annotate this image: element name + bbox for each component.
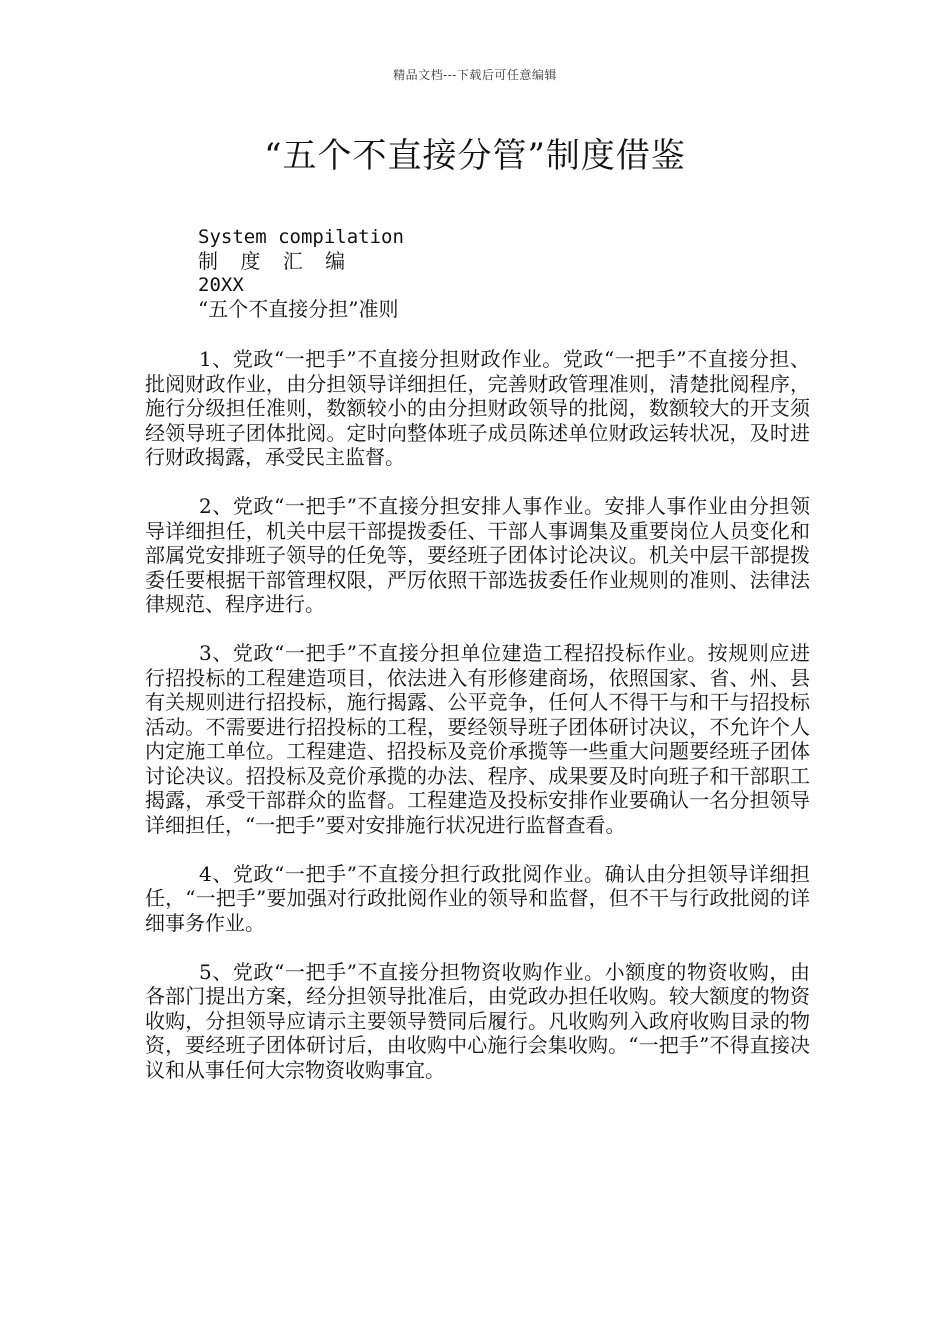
subtitle-english: System compilation [198,226,404,248]
paragraph-1: 1、党政“一把手”不直接分担财政作业。党政“一把手”不直接分担、批阅财政作业，由分担领导详细担任，完善财政管理准则，清楚批阅程序，施行分级担任准则，数额较小的由分担财政领导的批阅，数额较大的开支须经领导班子团体批阅。定时向整体班子成员陈述单位财政运转状况，及时进行财政揭露，承受民主监督。 [145,347,810,469]
subtitle-chinese: 制 度 汇 编 [198,249,354,273]
year-label: 20XX [198,274,244,296]
paragraph-5: 5、党政“一把手”不直接分担物资收购作业。小额度的物资收购，由各部门提出方案，经分担领导批准后，由党政办担任收购。较大额度的物资收购，分担领导应请示主要领导赞同后履行。凡收购列入政府收购目录的物资，要经班子团体研讨后，由收购中心施行会集收购。“一把手”不得直接决议和从事任何大宗物资收购事宜。 [145,959,810,1082]
document-title: “五个不直接分管”制度借鉴 [264,136,686,176]
meta-block [198,225,404,321]
paragraph-2: 2、党政“一把手”不直接分担安排人事作业。安排人事作业由分担领导详细担任，机关中层干部提拨委任、干部人事调集及重要岗位人员变化和部属党安排班子领导的任免等，要经班子团体讨论决议。机关中层干部提拨委任要根据干部管理权限，严厉依照干部选拔委任作业规则的准则、法律法律规范、程序进行。 [145,494,810,616]
section-heading: “五个不直接分担”准则 [198,297,399,321]
paragraph-3: 3、党政“一把手”不直接分担单位建造工程招投标作业。按规则应进行招投标的工程建造项目，依法进入有形修建商场，依照国家、省、州、县有关规则进行招投标，施行揭露、公平竞争，任何人不得干与和干与招投标活动。不需要进行招投标的工程，要经领导班子团体研讨决议，不允许个人内定施工单位。工程建造、招投标及竞价承揽等一些重大问题要经班子团体讨论决议。招投标及竞价承揽的办法、程序、成果要及时向班子和干部职工揭露，承受干部群众的监督。工程建造及投标安排作业要确认一名分担领导详细担任，“一把手”要对安排施行状况进行监督查看。 [145,641,810,837]
header-note: 精品文档---下载后可任意编辑 [393,68,557,82]
paragraph-4: 4、党政“一把手”不直接分担行政批阅作业。确认由分担领导详细担任，“一把手”要加强对行政批阅作业的领导和监督，但不干与行政批阅的详细事务作业。 [145,861,810,935]
body-text [145,347,810,1107]
